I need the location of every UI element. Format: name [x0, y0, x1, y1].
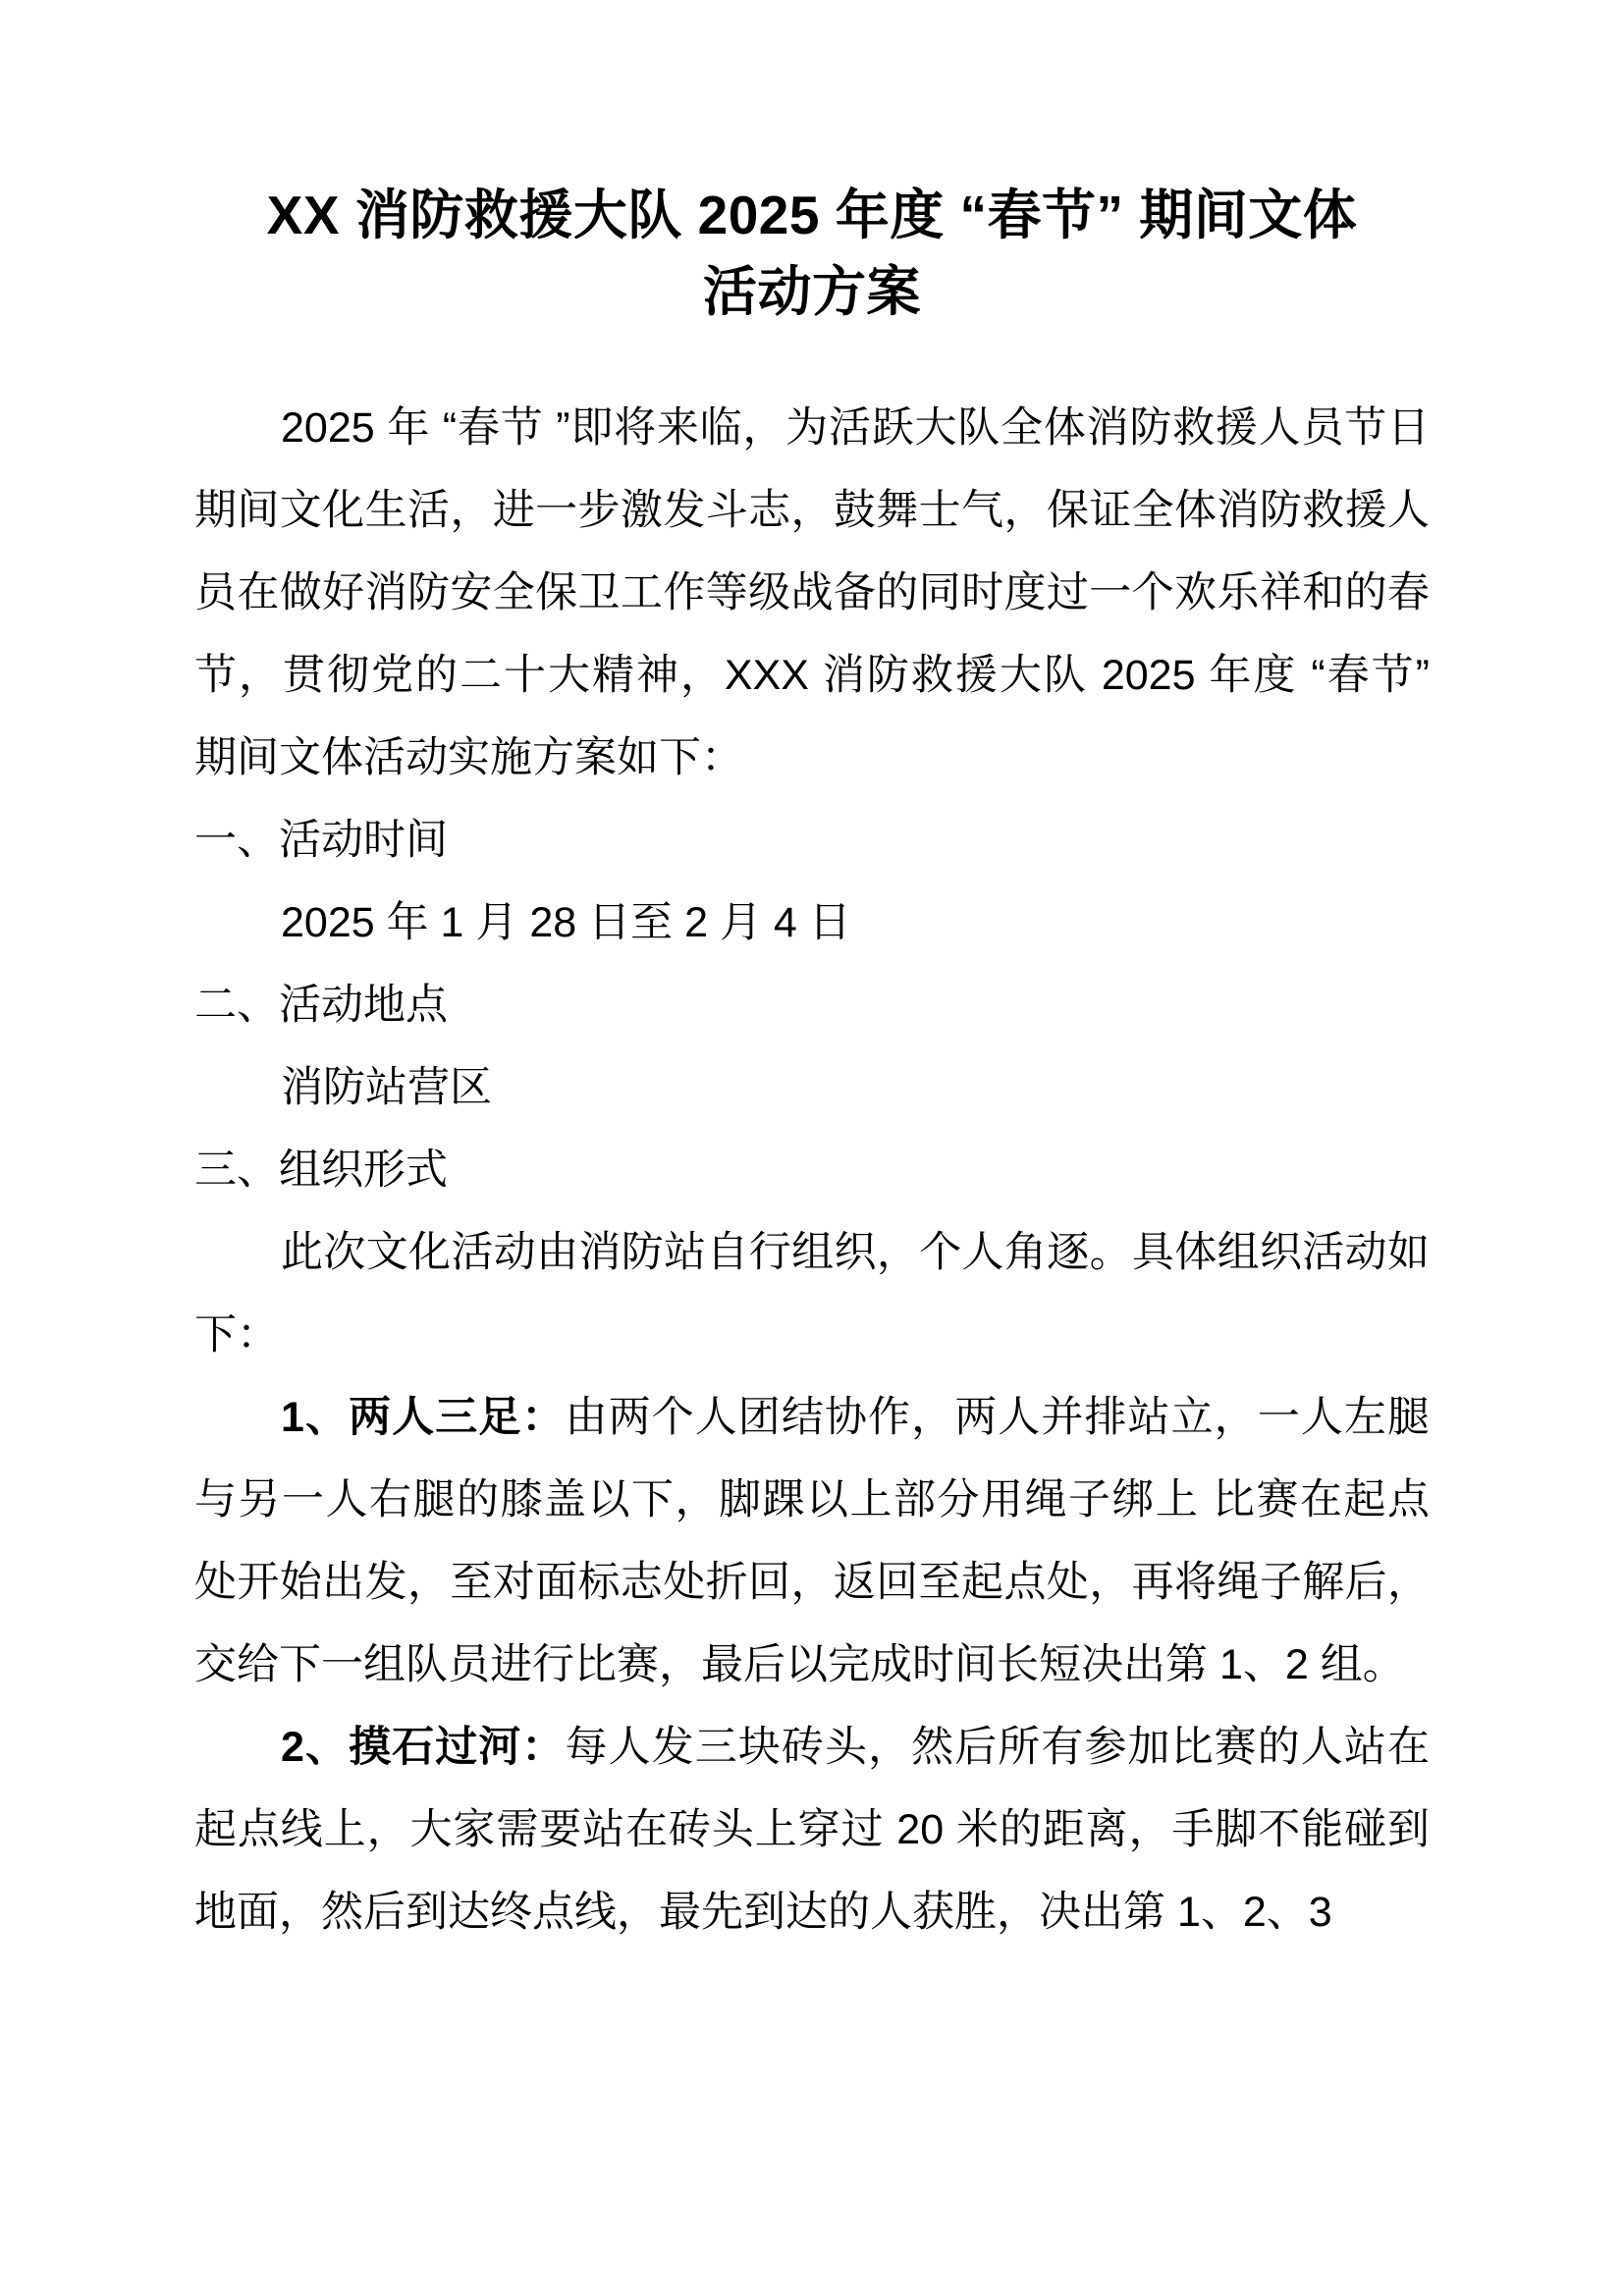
activity-label-1: 1、两人三足： — [281, 1394, 566, 1441]
page-title-line-2: 活动方案 — [702, 261, 921, 322]
document-body — [194, 387, 1430, 1953]
section-body-2: 消防站营区 — [281, 1064, 492, 1111]
section-body-3: 此次文化活动由消防站自行组织，个人角逐。具体组织活动如下： — [194, 1229, 1430, 1359]
section-heading-2: 二、活动地点 — [194, 982, 448, 1029]
activity-item-1 — [194, 1376, 1430, 1706]
activity-label-2: 2、摸石过河： — [281, 1724, 566, 1771]
activity-text-2: 每人发三块砖头，然后所有参加比赛的人站在起点线上，大家需要站在砖头上穿过 20 米的距离，手脚不能碰到地面，然后到达终点线，最先到达的人获胜，决出第 1、2、3 — [194, 1724, 1430, 1936]
activity-text-1: 由两个人团结协作，两人并排站立，一人左腿与另一人右腿的膝盖以下，脚踝以上部分用绳子绑上 比赛在起点处开始出发，至对面标志处折回，返回至起点处，再将绳子解后，交给下一组队员进行比赛，最后以完成时间长短决出第 1、2 组。 — [194, 1394, 1431, 1688]
page-title-line-1: XX 消防救援大队 2025 年度 “春节” 期间文体 — [266, 185, 1358, 245]
activity-item-2 — [194, 1706, 1430, 1953]
document-content — [194, 0, 1430, 1953]
section-heading-1: 一、活动时间 — [194, 817, 448, 864]
section-body-1: 2025 年 1 月 28 日至 2 月 4 日 — [281, 899, 851, 946]
intro-paragraph: 2025 年 “春节 ”即将来临，为活跃大队全体消防救援人员节日期间文化生活，进一步激发斗志，鼓舞士气，保证全体消防救援人员在做好消防安全保卫工作等级战备的同时度过一个欢乐祥和的春节，贯彻党的二十大精神，XXX 消防救援大队 2025 年度 “春节” 期间文体活动实施方案如下： — [194, 404, 1430, 781]
page-title — [194, 0, 1430, 330]
section-heading-3: 三、组织形式 — [194, 1147, 448, 1194]
